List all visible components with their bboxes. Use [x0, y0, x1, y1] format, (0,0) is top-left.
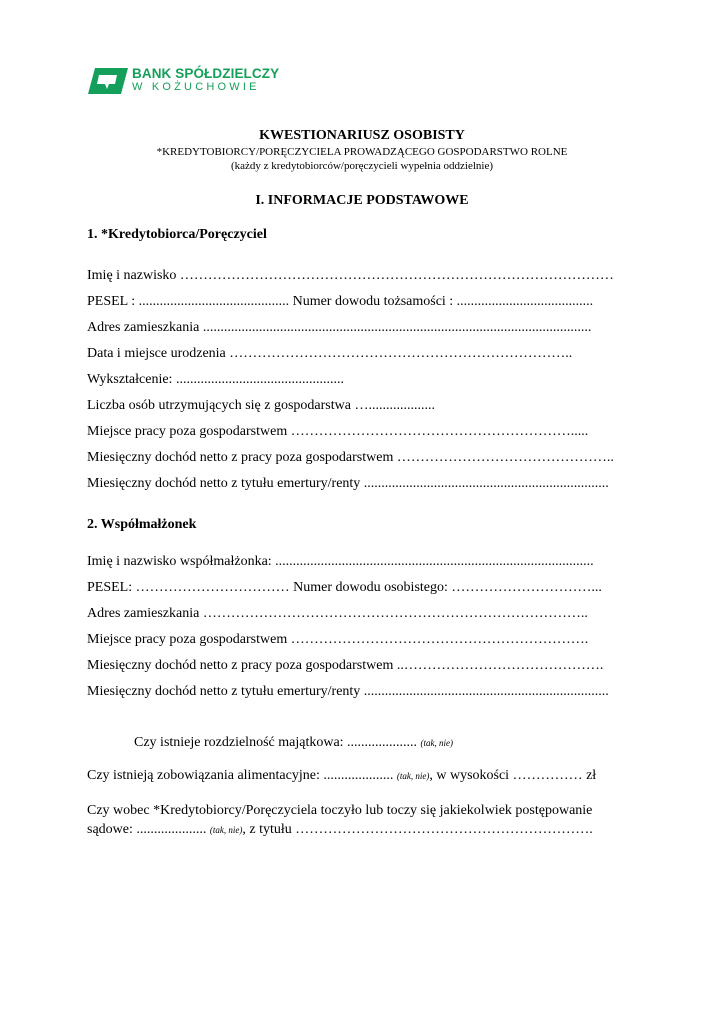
spouse-full-name: Imię i nazwisko współmałżonka: ........................................................................................... [87, 554, 594, 569]
field-workplace: Miejsce pracy poza gospodarstwem ……………………………………………………..... [87, 424, 589, 439]
document-subtitle: *KREDYTOBIORCY/PORĘCZYCIELA PROWADZĄCEGO GOSPODARSTWO ROLNE [156, 146, 568, 158]
spouse-pesel-id: PESEL: …………………………… Numer dowodu osobistego: …………………………... [87, 580, 602, 595]
bank-logo [88, 66, 288, 96]
question-court-line2 [87, 822, 593, 838]
question-text: Czy istnieje rozdzielność majątkowa: .................... [134, 735, 418, 750]
document-title: KWESTIONARIUSZ OSOBISTY [259, 128, 465, 143]
field-pesel-id: PESEL : ........................................... Numer dowodu tożsamości : ....................................... [87, 294, 594, 309]
question-tail: , w wysokości …………… zł [429, 768, 597, 783]
field-income-pension: Miesięczny dochód netto z tytułu emertury/renty ...................................................................... [87, 476, 609, 491]
answer-hint: (tak, nie) [420, 738, 454, 748]
answer-hint: (tak, nie) [396, 771, 430, 781]
question-property-separation [134, 735, 453, 751]
logo-title: BANK SPÓŁDZIELCZY [132, 66, 280, 81]
question-tail: , z tytułu ………………………………………………………. [242, 822, 593, 837]
bank-logo-icon [88, 67, 128, 95]
field-address: Adres zamieszkania ............................................................................................................... [87, 320, 592, 335]
spouse-address: Adres zamieszkania ……………………………………………………………………….. [87, 606, 588, 621]
section-title: I. INFORMACJE PODSTAWOWE [255, 193, 469, 208]
question-alimony [87, 768, 596, 784]
answer-hint: (tak, nie) [209, 825, 243, 835]
spouse-income-work: Miesięczny dochód netto z pracy poza gospodarstwem ..……………………………………. [87, 658, 604, 673]
part1-heading: 1. *Kredytobiorca/Poręczyciel [87, 227, 267, 242]
spouse-income-pension: Miesięczny dochód netto z tytułu emertury/renty ...................................................................... [87, 684, 609, 699]
question-text: sądowe: .................... [87, 822, 207, 837]
part2-heading: 2. Współmałżonek [87, 517, 197, 532]
question-text: Czy istnieją zobowiązania alimentacyjne: .................... [87, 768, 394, 783]
field-birth: Data i miejsce urodzenia ……………………………………………………………….. [87, 346, 573, 361]
logo-subtitle: W KOŻUCHOWIE [132, 81, 260, 93]
field-income-work: Miesięczny dochód netto z pracy poza gospodarstwem ……………………………………….. [87, 450, 614, 465]
spouse-workplace: Miejsce pracy poza gospodarstwem ………………………………………………………. [87, 632, 589, 647]
field-education: Wykształcenie: ................................................ [87, 372, 344, 387]
field-household: Liczba osób utrzymujących się z gospodarstwa …................... [87, 398, 435, 413]
question-court-line1: Czy wobec *Kredytobiorcy/Poręczyciela toczyło lub toczy się jakiekolwiek postępowanie [87, 803, 593, 818]
field-full-name: Imię i nazwisko ………………………………………………………………………………… [87, 268, 614, 283]
document-note: (każdy z kredytobiorców/poręczycieli wypełnia oddzielnie) [230, 160, 494, 172]
